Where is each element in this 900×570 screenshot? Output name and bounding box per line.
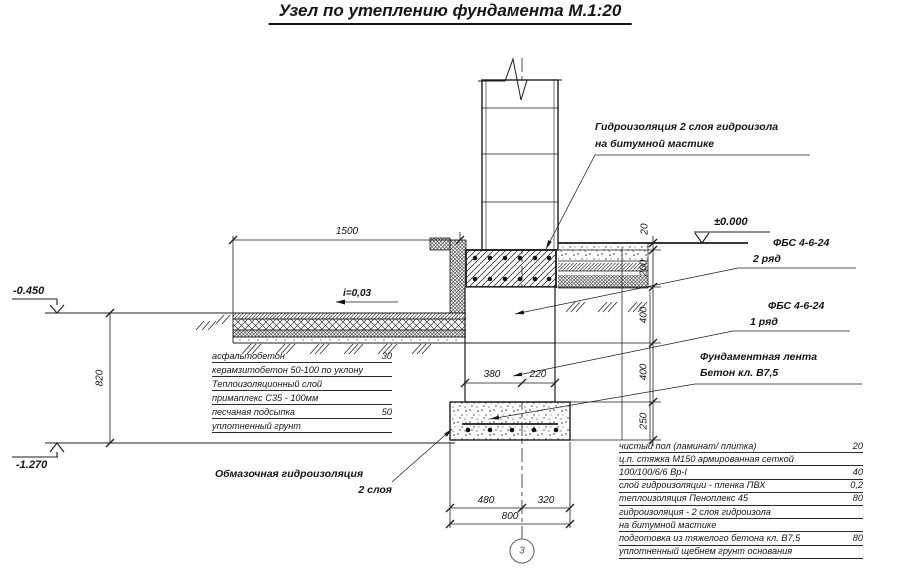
layer-name: гидроизоляция - 2 слоя гидроизола xyxy=(619,506,771,517)
layer-name: ц.п. стяжка М150 армированная сеткой xyxy=(619,453,794,464)
layer-name: асфальтобетон xyxy=(212,351,285,361)
outdoor-layer-schedule xyxy=(212,349,392,433)
elevation-street: -0.450 xyxy=(13,285,45,297)
outdoor-pavement-layers xyxy=(233,313,466,343)
table-row xyxy=(619,480,863,493)
dim-strip-split-right: 320 xyxy=(537,495,555,506)
dim-right-chain-4: 250 xyxy=(638,412,650,430)
layer-name: на битумной мастике xyxy=(619,519,717,530)
table-row xyxy=(619,466,863,479)
layer-value: 30 xyxy=(381,351,392,361)
table-row xyxy=(212,363,392,377)
layer-value: 40 xyxy=(852,467,863,478)
layer-name: подготовка из тяжелого бетона кл. В7,5 xyxy=(619,533,801,543)
layer-value: 80 xyxy=(852,533,863,543)
table-row xyxy=(212,405,392,419)
callout-coating-line2: 2 слоя xyxy=(358,484,392,496)
callout-foundation-strip-line1: Фундаментная лента xyxy=(700,351,818,363)
table-row xyxy=(619,546,863,559)
dim-right-chain-3: 400 xyxy=(638,363,650,381)
layer-name: слой гидроизоляции - пленка ПВХ xyxy=(619,480,766,491)
layer-name: чистый пол (ламинат/ плитка) xyxy=(619,440,757,451)
callout-fbs-row2-line2: 2 ряд xyxy=(753,253,781,265)
layer-value: 50 xyxy=(381,407,392,417)
fbs-blocks xyxy=(465,287,555,402)
layer-value: 0,2 xyxy=(850,480,863,491)
callout-fbs-row1-line1: ФБС 4-6-24 xyxy=(768,300,825,312)
callout-fbs-row1-line2: 1 ряд xyxy=(750,316,778,328)
dim-top-width: 1500 xyxy=(335,226,359,237)
table-row xyxy=(212,391,392,405)
dim-strip-total: 800 xyxy=(501,511,519,522)
table-row xyxy=(619,440,863,453)
callout-waterproofing-line1: Гидроизоляция 2 слоя гидроизола xyxy=(595,121,779,133)
callout-fbs-row2-line1: ФБС 4-6-24 xyxy=(773,237,830,249)
wall-section xyxy=(478,59,562,250)
layer-name: керамзитобетон 50-100 по уклону xyxy=(212,365,364,375)
dim-left-height: 820 xyxy=(94,369,106,387)
layer-name: Теплоизоляционный слой xyxy=(212,379,323,389)
axis-bubble-number: 3 xyxy=(519,545,525,557)
layer-value: 20 xyxy=(852,440,863,451)
page-title: Узел по утеплению фундамента М.1:20 xyxy=(269,1,632,25)
layer-name: уплотненный грунт xyxy=(212,421,301,431)
table-row xyxy=(212,349,392,363)
callout-foundation-strip-line2: Бетон кл. В7,5 xyxy=(700,367,779,379)
table-row xyxy=(212,419,392,433)
indoor-layer-schedule xyxy=(619,440,863,559)
layer-name: 100/100/6/6 Вр-I xyxy=(619,467,687,478)
table-row xyxy=(619,506,863,519)
callout-waterproofing-line2: на битумной мастике xyxy=(595,138,715,150)
layer-value: 80 xyxy=(852,493,863,504)
dim-right-chain-1: 200 xyxy=(638,259,650,277)
vertical-insulation xyxy=(430,238,466,313)
dim-strip-split-left: 480 xyxy=(477,495,495,506)
table-row xyxy=(619,532,863,545)
dim-right-chain-2: 400 xyxy=(638,306,650,324)
slope-label: i=0,03 xyxy=(343,288,372,299)
table-row xyxy=(619,519,863,532)
elevation-zero: ±0.000 xyxy=(714,216,748,228)
reinforced-belt xyxy=(466,250,556,287)
table-row xyxy=(212,377,392,391)
layer-name: песчаная подсыпка xyxy=(212,407,295,417)
elevation-footing: -1.270 xyxy=(16,459,48,471)
layer-name: примаплекс С35 - 100мм xyxy=(212,393,319,403)
table-row xyxy=(619,453,863,466)
foundation-strip xyxy=(450,402,570,440)
layer-name: уплотненный щебнем грунт основания xyxy=(619,546,793,557)
callout-coating-line1: Обмазочная гидроизоляция xyxy=(215,468,364,480)
dim-wall-split-right: 220 xyxy=(529,369,547,380)
dim-wall-split-left: 380 xyxy=(483,369,501,380)
table-row xyxy=(619,493,863,506)
layer-name: теплоизоляция Пеноплекс 45 xyxy=(619,493,749,504)
dim-right-chain-0: 20 xyxy=(639,223,651,235)
